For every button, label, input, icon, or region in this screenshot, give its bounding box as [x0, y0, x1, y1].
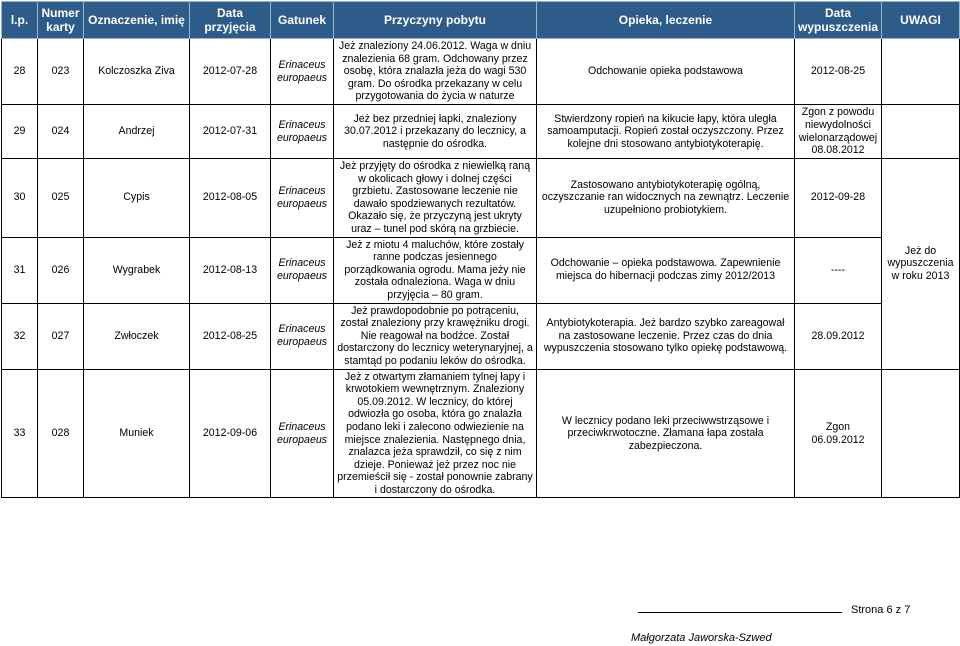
- header-date-in: Data przyjęcia: [190, 2, 271, 39]
- cell-lp: 28: [2, 39, 38, 105]
- cell-treatment: Zastosowano antybiotykoterapię ogólną, oczyszczanie ran widocznych na zewnątrz. Leczenie uzupełniono probiotykiem.: [537, 159, 795, 238]
- table-row: [2, 39, 960, 105]
- cell-date-in: 2012-07-31: [190, 105, 271, 159]
- cell-species: Erinaceus europaeus: [271, 369, 334, 498]
- cell-name: Muniek: [84, 369, 190, 498]
- cell-date-in: 2012-08-13: [190, 237, 271, 303]
- cell-date-out: 28.09.2012: [795, 303, 882, 369]
- cell-treatment: Odchowanie – opieka podstawowa. Zapewnienie miejsca do hibernacji podczas zimy 2012/2013: [537, 237, 795, 303]
- header-row: [2, 2, 960, 39]
- cell-card: 027: [38, 303, 84, 369]
- cell-name: Wygrabek: [84, 237, 190, 303]
- cell-species: Erinaceus europaeus: [271, 237, 334, 303]
- cell-date-out: Zgon z powodu niewydolności wielonarządowej 08.08.2012: [795, 105, 882, 159]
- cell-treatment: Odchowanie opieka podstawowa: [537, 39, 795, 105]
- table-row: [2, 369, 960, 498]
- cell-name: Zwłoczek: [84, 303, 190, 369]
- cell-name: Andrzej: [84, 105, 190, 159]
- table-row: [2, 237, 960, 303]
- cell-notes: [882, 105, 960, 159]
- header-species: Gatunek: [271, 2, 334, 39]
- cell-lp: 32: [2, 303, 38, 369]
- cell-treatment: Stwierdzony ropień na kikucie łapy, która uległa samoamputacji. Ropień został oczyszczony. Przez kolejne dni stosowano antybiotykoterapię.: [537, 105, 795, 159]
- cell-name: Cypis: [84, 159, 190, 238]
- footer-divider: [638, 612, 842, 613]
- cell-notes-merged: Jeż do wypuszczenia w roku 2013: [882, 159, 960, 370]
- cell-cause: Jeż prawdopodobnie po potrąceniu, został znaleziony przy krawężniku drogi. Nie reagował na bodźce. Został dostarczony do lecznicy weterynaryjnej, a stamtąd po podaniu leków do ośrodka.: [334, 303, 537, 369]
- table-row: [2, 105, 960, 159]
- cell-card: 023: [38, 39, 84, 105]
- header-treatment: Opieka, leczenie: [537, 2, 795, 39]
- header-date-out: Data wypuszczenia: [795, 2, 882, 39]
- cell-date-out: Zgon 06.09.2012: [795, 369, 882, 498]
- footer-author: Małgorzata Jaworska-Szwed: [631, 632, 772, 644]
- cell-cause: Jeż z miotu 4 maluchów, które zostały ranne podczas jesiennego porządkowania ogrodu. Mama jeży nie została odnaleziona. Waga w dniu przyjęcia – 80 gram.: [334, 237, 537, 303]
- cell-cause: Jeż przyjęty do ośrodka z niewielką raną w okolicach głowy i dolnej części grzbietu. Zastosowane leczenie nie dawało spodziewanych rezultatów. Okazało się, że przyczyną jest ukryty uraz – tunel pod skórą na grzbiecie.: [334, 159, 537, 238]
- header-notes: UWAGI: [882, 2, 960, 39]
- cell-cause: Jeż bez przedniej łapki, znaleziony 30.07.2012 i przekazany do lecznicy, a następnie do ośrodka.: [334, 105, 537, 159]
- cell-card: 026: [38, 237, 84, 303]
- cell-lp: 29: [2, 105, 38, 159]
- records-table: [1, 1, 960, 498]
- cell-date-in: 2012-09-06: [190, 369, 271, 498]
- cell-cause: Jeż znaleziony 24.06.2012. Waga w dniu znalezienia 68 gram. Odchowany przez osobę, która znalazła jeża do wagi 530 gram. Do ośrodka przekazany w celu przygotowania do życia w naturze: [334, 39, 537, 105]
- cell-card: 024: [38, 105, 84, 159]
- table-row: [2, 303, 960, 369]
- cell-date-out: 2012-08-25: [795, 39, 882, 105]
- header-card-number: Numer karty: [38, 2, 84, 39]
- cell-lp: 33: [2, 369, 38, 498]
- table-row: [2, 159, 960, 238]
- cell-lp: 31: [2, 237, 38, 303]
- cell-date-in: 2012-08-05: [190, 159, 271, 238]
- cell-treatment: W lecznicy podano leki przeciwwstrząsowe i przeciwkrwotoczne. Złamana łapa została zabezpieczona.: [537, 369, 795, 498]
- cell-card: 025: [38, 159, 84, 238]
- cell-date-out: ----: [795, 237, 882, 303]
- header-name: Oznaczenie, imię: [84, 2, 190, 39]
- cell-notes: [882, 39, 960, 105]
- cell-treatment: Antybiotykoterapia. Jeż bardzo szybko zareagował na zastosowane leczenie. Przez czas do dnia wypuszczenia stosowano tylko opiekę podstawową.: [537, 303, 795, 369]
- cell-species: Erinaceus europaeus: [271, 303, 334, 369]
- cell-date-in: 2012-08-25: [190, 303, 271, 369]
- cell-lp: 30: [2, 159, 38, 238]
- cell-cause: Jeż z otwartym złamaniem tylnej łapy i krwotokiem wewnętrznym. Znaleziony 05.09.2012. W lecznicy, do której odwiozła go osoba, która go znalazła podano leki i zalecono odwiezienie na miejsce znalezienia. Następnego dnia, znalazca jeża sprawdził, co się z nim dzieje. Ponieważ jeż przez noc nie przemieścił się - został ponownie zabrany i dostarczony do ośrodka.: [334, 369, 537, 498]
- cell-notes: [882, 369, 960, 498]
- cell-species: Erinaceus europaeus: [271, 39, 334, 105]
- page-number: Strona 6 z 7: [851, 604, 911, 616]
- cell-card: 028: [38, 369, 84, 498]
- cell-date-out: 2012-09-28: [795, 159, 882, 238]
- cell-species: Erinaceus europaeus: [271, 159, 334, 238]
- header-lp: l.p.: [2, 2, 38, 39]
- cell-name: Kolczoszka Ziva: [84, 39, 190, 105]
- cell-date-in: 2012-07-28: [190, 39, 271, 105]
- header-cause: Przyczyny pobytu: [334, 2, 537, 39]
- cell-species: Erinaceus europaeus: [271, 105, 334, 159]
